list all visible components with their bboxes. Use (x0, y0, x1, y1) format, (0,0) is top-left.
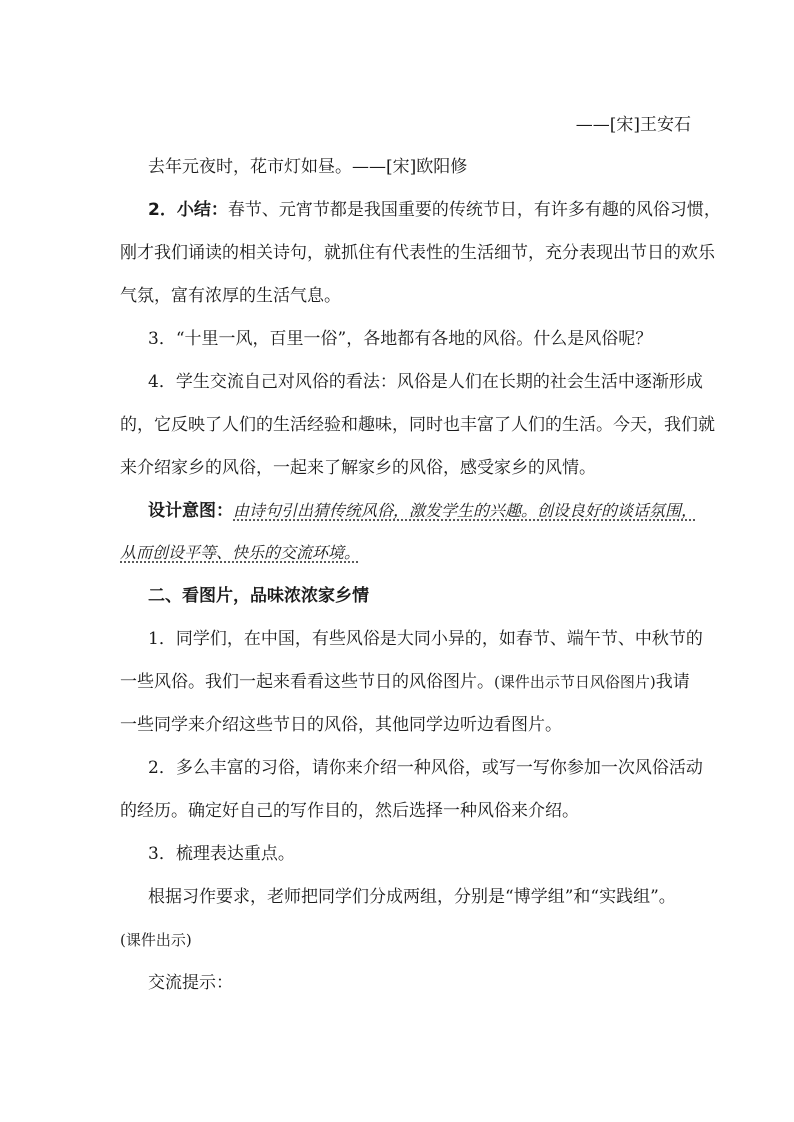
item-4-line-1: 4．学生交流自己对风俗的看法：风俗是人们在长期的社会生活中逐渐形成 (148, 372, 703, 392)
summary-text-1: 春节、元宵节都是我国重要的传统节日，有许多有趣的风俗习惯， (227, 200, 721, 220)
grouping-line-1: 根据习作要求，老师把同学们分成两组，分别是“博学组”和“实践组”。 (148, 887, 676, 907)
design-intent-label: 设计意图： (148, 501, 233, 521)
design-intent-text-2: 从而创设平等、快乐的交流环境。 (120, 543, 361, 562)
section-2-heading: 二、看图片，品味浓浓家乡情 (148, 586, 369, 606)
s2-item-2-line-1: 2．多么丰富的习俗，请你来介绍一种风俗，或写一写你参加一次风俗活动 (148, 758, 703, 778)
s2-item-1-line-3: 一些同学来介绍这些节日的风俗，其他同学边听边看图片。 (120, 715, 562, 735)
exchange-tips: 交流提示： (148, 973, 233, 993)
design-intent-text-1: 由诗句引出猜传统风俗，激发学生的兴趣。创设良好的谈话氛围， (233, 501, 698, 520)
s2-item-1-text-2a: 一些风俗。我们一起来看看这些节日的风俗图片。 (120, 672, 494, 692)
courseware-note-2: (课件出示) (120, 931, 192, 949)
design-intent-line-1 (148, 500, 697, 522)
item-4-line-2: 的，它反映了人们的生活经验和趣味，同时也丰富了人们的生活。今天，我们就 (120, 415, 715, 435)
courseware-note-1: (课件出示节日风俗图片) (494, 673, 656, 691)
summary-line-2: 刚才我们诵读的相关诗句，就抓住有代表性的生活细节，充分表现出节日的欢乐 (120, 243, 715, 263)
s2-item-1-line-1: 1．同学们，在中国，有些风俗是大同小异的，如春节、端午节、中秋节的 (148, 629, 703, 649)
poem-line: 去年元夜时，花市灯如昼。——[宋]欧阳修 (148, 157, 468, 177)
s2-item-1-line-2 (120, 671, 690, 693)
s2-item-1-text-2c: 我请 (655, 672, 690, 692)
summary-line-1 (148, 199, 721, 221)
summary-line-3: 气氛，富有浓厚的生活气息。 (120, 286, 341, 306)
s2-item-3: 3．梳理表达重点。 (148, 844, 295, 864)
item-3: 3．“十里一风，百里一俗”，各地都有各地的风俗。什么是风俗呢？ (148, 329, 653, 349)
s2-item-2-line-2: 的经历。确定好自己的写作目的，然后选择一种风俗来介绍。 (120, 801, 579, 821)
summary-label: 2．小结： (148, 200, 228, 220)
item-4-line-3: 来介绍家乡的风俗，一起来了解家乡的风俗，感受家乡的风情。 (120, 458, 596, 478)
design-intent-line-2 (120, 542, 360, 564)
poem-attribution: ——[宋]王安石 (575, 115, 691, 135)
